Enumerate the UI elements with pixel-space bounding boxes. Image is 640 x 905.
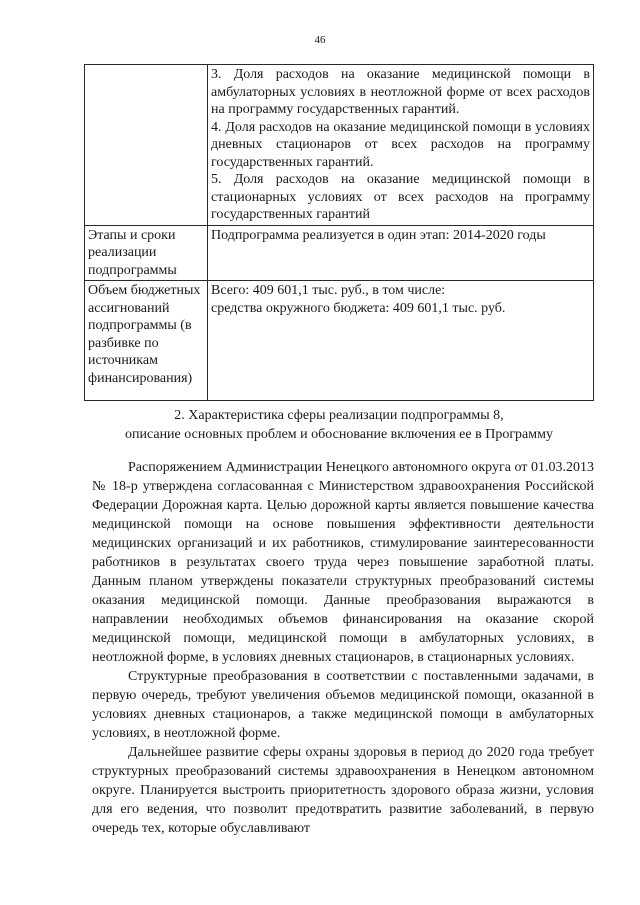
paragraph: Дальнейшее развитие сферы охраны здоровья в период до 2020 года требует структурных преобразований системы здравоохранения в Ненецком автономном округе. Планируется выстроить приоритетность здорового образа жизни, условия для его ведения, что позволит предотвратить развитие заболеваний, в первую очередь тех, которые обуславливают (92, 745, 594, 836)
indicators-cell (208, 65, 594, 226)
table-row (85, 225, 594, 281)
budget-value-cell (208, 281, 594, 401)
body-text (92, 458, 594, 838)
indicator-item-3: 3. Доля расходов на оказание медицинской помощи в амбулаторных условиях в неотложной форме от всех расходов на программу государственных гарантий. (211, 67, 590, 117)
page-number: 46 (314, 34, 326, 46)
table-row (85, 65, 594, 226)
subprogram-passport-table (84, 64, 594, 401)
indicator-item-4: 4. Доля расходов на оказание медицинской помощи в условиях дневных стационаров от всех расходов на программу государственных гарантий. (211, 119, 590, 170)
empty-label-cell (85, 65, 208, 226)
budget-district: средства окружного бюджета: 409 601,1 тыс. руб. (211, 300, 506, 316)
indicator-item-5: 5. Доля расходов на оказание медицинской помощи в стационарных условиях от всех расходов на программу государственных гарантий (211, 172, 590, 222)
paragraph: Распоряжением Администрации Ненецкого автономного округа от 01.03.2013 № 18-р утверждена согласованная с Министерством здравоохранения Российской Федерации Дорожная карта. Целью дорожной карты является повышение качества медицинской помощи на основе повышения эффективности деятельности медицинских организаций и их работников, стимулирование заинтересованности работников в результатах своего труда через повышение заработной платы. Данным планом утверждены показатели структурных преобразований системы оказания медицинской помощи. Данные преобразования выражаются в направлении необходимых объемов финансирования на оказание скорой медицинской помощи, медицинской помощи в амбулаторных условиях, в неотложной форме, в условиях дневных стационаров, в стационарных условиях. (92, 460, 594, 665)
budget-label: Объем бюджетных ассигнований подпрограммы (в разбивке по источникам финансирования) (85, 281, 208, 401)
table-row (85, 281, 594, 401)
stages-label: Этапы и сроки реализации подпрограммы (85, 225, 208, 281)
section-title (84, 406, 594, 444)
section-title-line-2: описание основных проблем и обоснование включения ее в Программу (124, 427, 553, 442)
paragraph: Структурные преобразования в соответствии с поставленными задачами, в первую очередь, требуют увеличения объемов медицинской помощи, оказанной в условиях дневных стационаров, а также медицинской помощи в амбулаторных условиях, в неотложной форме. (92, 669, 594, 741)
stages-value: Подпрограмма реализуется в один этап: 2014-2020 годы (208, 225, 594, 281)
section-title-line-1: 2. Характеристика сферы реализации подпрограммы 8, (174, 408, 504, 423)
budget-total: Всего: 409 601,1 тыс. руб., в том числе: (211, 283, 446, 298)
